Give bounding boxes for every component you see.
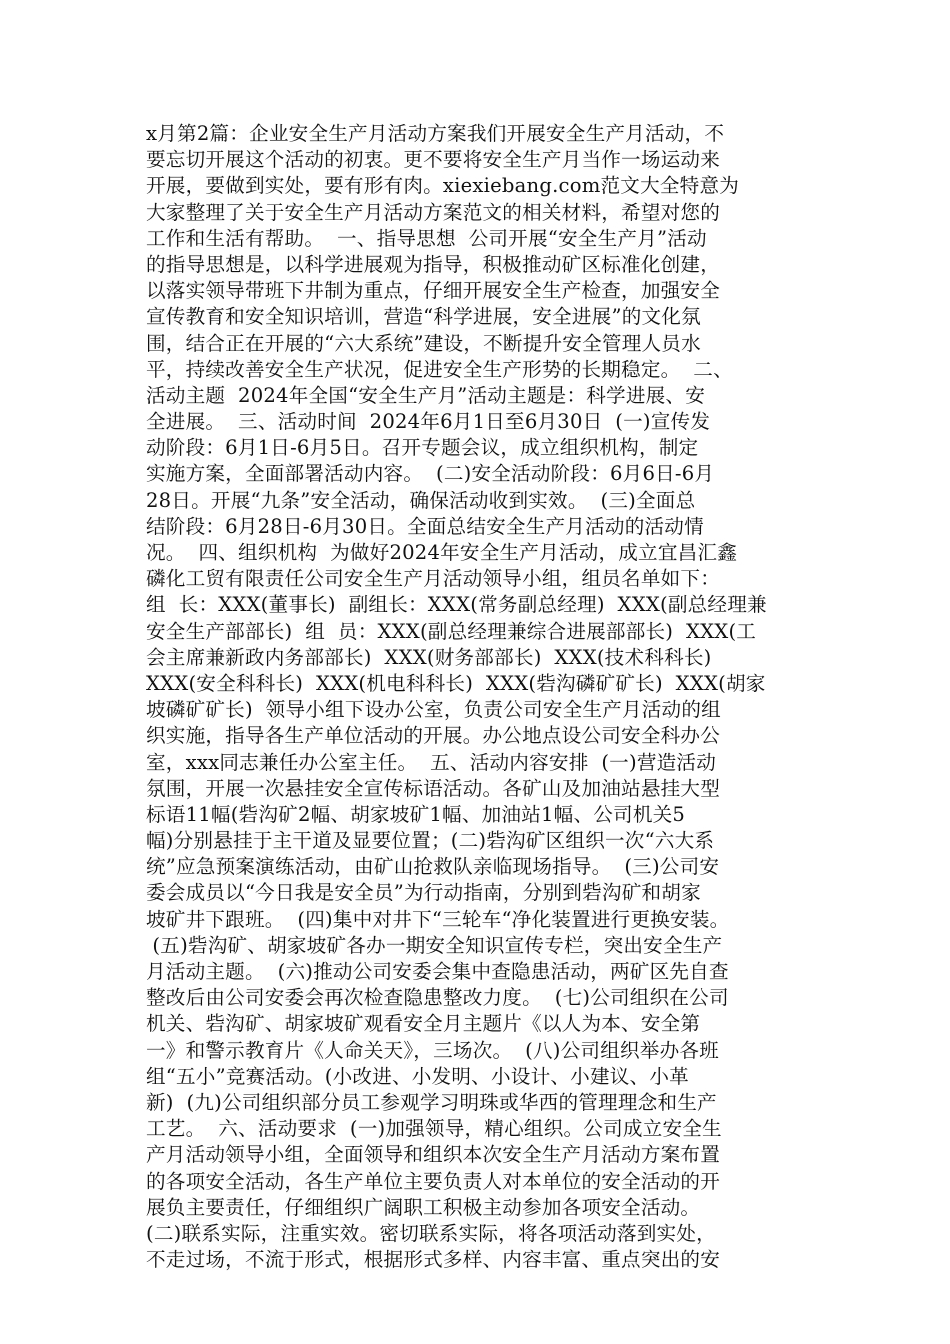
text-line: 产月活动领导小组，全面领导和组织本次安全生产月活动方案布置 <box>146 1143 721 1167</box>
text-line: x月第2篇：企业安全生产月活动方案我们开展安全生产月活动，不 <box>146 122 725 145</box>
document-body <box>146 121 826 1273</box>
text-line: 组 长：XXX(董事长) 副组长：XXX(常务副总经理) XXX(副总经理兼 <box>146 593 767 617</box>
text-line: 幅)分别悬挂于主干道及显要位置；(二)砦沟矿区组织一次“六大系 <box>146 829 715 853</box>
text-line: (五)砦沟矿、胡家坡矿各办一期安全知识宣传专栏，突出安全生产 <box>146 933 723 957</box>
text-line: 新) (九)公司组织部分员工参观学习明珠或华西的管理理念和生产 <box>146 1090 717 1114</box>
text-line: 结阶段：6月28日-6月30日。全面总结安全生产月活动的活动情 <box>146 514 704 538</box>
text-line: 的指导思想是，以科学进展观为指导，积极推动矿区标准化创建， <box>146 252 721 276</box>
text-line: 机关、砦沟矿、胡家坡矿观看安全月主题片《以人为本、安全第 <box>146 1012 701 1036</box>
text-line: 标语11幅(砦沟矿2幅、胡家坡矿1幅、加油站1幅、公司机关5 <box>146 802 686 826</box>
text-line: XXX(安全科科长) XXX(机电科科长) XXX(砦沟磷矿矿长) XXX(胡家 <box>146 671 766 695</box>
text-line: 的各项安全活动，各生产单位主要负责人对本单位的安全活动的开 <box>146 1169 721 1193</box>
text-line: 月活动主题。 (六)推动公司安委会集中查隐患活动，两矿区先自查 <box>146 960 729 983</box>
text-line: 坡磷矿矿长) 领导小组下设办公室，负责公司安全生产月活动的组 <box>146 698 721 722</box>
text-line: 坡矿井下跟班。 (四)集中对井下“三轮车“净化装置进行更换安装。 <box>146 907 730 931</box>
text-line: 磷化工贸有限责任公司安全生产月活动领导小组，组员名单如下： <box>146 567 721 591</box>
text-line: 织实施，指导各生产单位活动的开展。办公地点设公司安全科办公 <box>146 724 721 748</box>
text-line: 工艺。 六、活动要求 (一)加强领导，精心组织。公司成立安全生 <box>146 1117 722 1141</box>
text-line: 宣传教育和安全知识培训，营造“科学进展，安全进展”的文化氛 <box>146 305 701 329</box>
text-line: 整改后由公司安委会再次检查隐患整改力度。 (七)公司组织在公司 <box>146 986 729 1010</box>
text-line: 组“五小”竞赛活动。(小改进、小发明、小设计、小建议、小革 <box>146 1064 689 1088</box>
text-line: (二)联系实际，注重实效。密切联系实际，将各项活动落到实处， <box>146 1221 716 1245</box>
text-line: 28日。开展“九条”安全活动，确保活动收到实效。 (三)全面总 <box>146 488 696 512</box>
text-line: 一》和警示教育片《人命关天》，三场次。 (八)公司组织举办各班 <box>146 1038 719 1062</box>
text-line: 统”应急预案演练活动，由矿山抢救队亲临现场指导。 (三)公司安 <box>146 855 720 879</box>
text-line: 安全生产部部长) 组 员：XXX(副总经理兼综合进展部部长) XXX(工 <box>146 619 757 643</box>
text-line: 况。 四、组织机构 为做好2024年安全生产月活动，成立宜昌汇鑫 <box>146 541 738 564</box>
text-line: 大家整理了关于安全生产月活动方案范文的相关材料，希望对您的 <box>146 200 721 224</box>
text-line: 活动主题 2024年全国“安全生产月”活动主题是：科学进展、安 <box>146 383 706 407</box>
text-line: 工作和生活有帮助。 一、指导思想 公司开展“安全生产月”活动 <box>146 226 707 250</box>
text-line: 平，持续改善安全生产状况，促进安全生产形势的长期稳定。 二、 <box>146 357 733 381</box>
text-line: 氛围，开展一次悬挂安全宣传标语活动。各矿山及加油站悬挂大型 <box>146 776 721 800</box>
text-line: 室，xxx同志兼任办公室主任。 五、活动内容安排 (一)营造活动 <box>146 750 716 774</box>
text-line: 全进展。 三、活动时间 2024年6月1日至6月30日 (一)宣传发 <box>146 410 711 434</box>
text-line: 不走过场，不流于形式，根据形式多样、内容丰富、重点突出的安 <box>146 1248 721 1272</box>
text-line: 实施方案，全面部署活动内容。 (二)安全活动阶段：6月6日-6月 <box>146 462 715 486</box>
text-line: 会主席兼新政内务部部长) XXX(财务部部长) XXX(技术科科长) <box>146 645 712 669</box>
text-line: 以落实领导带班下井制为重点，仔细开展安全生产检查，加强安全 <box>146 279 721 303</box>
text-line: 开展，要做到实处，要有形有肉。xiexiebang.com范文大全特意为 <box>146 174 740 198</box>
text-line: 围，结合正在开展的“六大系统”建设，不断提升安全管理人员水 <box>146 331 701 355</box>
text-line: 动阶段：6月1日-6月5日。召开专题会议，成立组织机构，制定 <box>146 436 699 460</box>
text-line: 要忘切开展这个活动的初衷。更不要将安全生产月当作一场运动来 <box>146 148 721 172</box>
text-line: 委会成员以“今日我是安全员”为行动指南，分别到砦沟矿和胡家 <box>146 881 701 905</box>
text-line: 展负主要责任，仔细组织广阔职工积极主动参加各项安全活动。 <box>146 1195 701 1219</box>
